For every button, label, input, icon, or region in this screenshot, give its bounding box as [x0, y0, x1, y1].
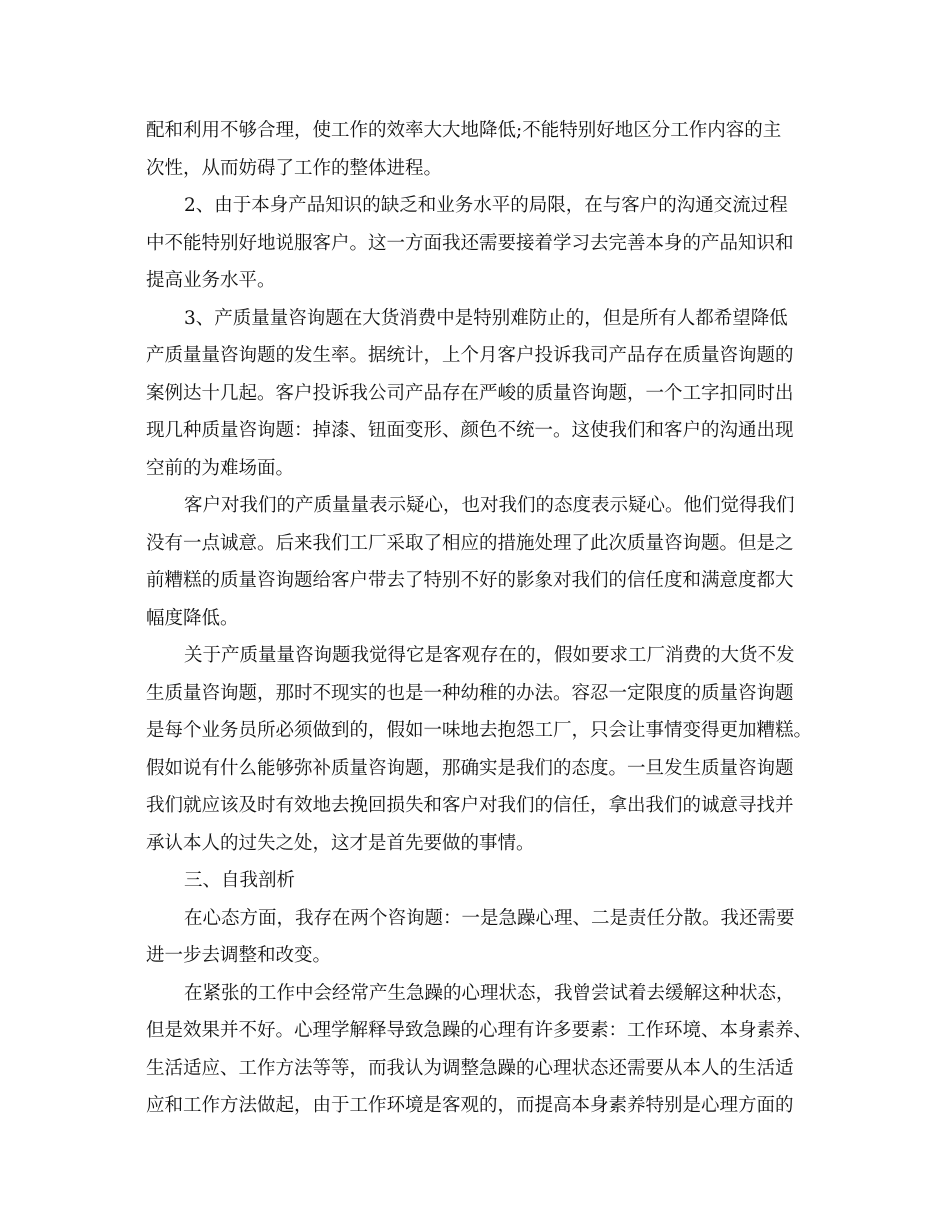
text-line: 应和工作方法做起，由于工作环境是客观的，而提高本身素养特别是心理方面的 — [146, 1095, 794, 1116]
text-line: 但是效果并不好。心理学解释导致急躁的心理有许多要素：工作环境、本身素养、 — [146, 1020, 813, 1041]
section-heading: 三、自我剖析 — [184, 870, 296, 891]
text-line: 2、由于本身产品知识的缺乏和业务水平的局限，在与客户的沟通交流过程 — [184, 195, 788, 216]
document-body — [146, 112, 816, 1125]
text-line: 3、产质量量咨询题在大货消费中是特别难防止的，但是所有人都希望降低 — [184, 307, 788, 329]
text-line: 案例达十几起。客户投诉我公司产品存在严峻的质量咨询题，一个工字扣同时出 — [146, 382, 794, 404]
text-line: 客户对我们的产质量量表示疑心，也对我们的态度表示疑心。他们觉得我们 — [184, 495, 795, 516]
text-line: 中不能特别好地说服客户。这一方面我还需要接着学习去完善本身的产品知识和 — [146, 232, 794, 254]
text-line: 生活适应、工作方法等等，而我认为调整急躁的心理状态还需要从本人的生活适 — [146, 1057, 794, 1079]
text-line: 生质量咨询题，那时不现实的也是一种幼稚的办法。容忍一定限度的质量咨询题 — [146, 682, 794, 704]
text-line: 提高业务水平。 — [146, 270, 276, 291]
text-line: 在紧张的工作中会经常产生急躁的心理状态，我曾尝试着去缓解这种状态， — [184, 982, 795, 1004]
text-line: 在心态方面，我存在两个咨询题：一是急躁心理、二是责任分散。我还需要 — [184, 907, 795, 929]
text-line: 关于产质量量咨询题我觉得它是客观存在的，假如要求工厂消费的大货不发 — [184, 645, 795, 666]
text-line: 承认本人的过失之处，这才是首先要做的事情。 — [146, 832, 535, 854]
text-line: 幅度降低。 — [146, 607, 239, 629]
text-line: 没有一点诚意。后来我们工厂采取了相应的措施处理了此次质量咨询题。但是之 — [146, 532, 794, 554]
text-line: 前糟糕的质量咨询题给客户带去了特别不好的影象对我们的信任度和满意度都大 — [146, 570, 794, 591]
text-line: 是每个业务员所必须做到的，假如一味地去抱怨工厂，只会让事情变得更加糟糕。 — [146, 720, 813, 741]
text-line: 现几种质量咨询题：掉漆、钮面变形、颜色不统一。这使我们和客户的沟通出现 — [146, 420, 794, 441]
text-line: 空前的为难场面。 — [146, 457, 295, 479]
text-line: 我们就应该及时有效地去挽回损失和客户对我们的信任，拿出我们的诚意寻找并 — [146, 795, 794, 816]
text-line: 次性，从而妨碍了工作的整体进程。 — [146, 157, 443, 179]
text-line: 假如说有什么能够弥补质量咨询题，那确实是我们的态度。一旦发生质量咨询题 — [146, 757, 794, 779]
text-line: 进一步去调整和改变。 — [146, 945, 332, 966]
text-line: 配和利用不够合理，使工作的效率大大地降低;不能特别好地区分工作内容的主 — [146, 120, 782, 141]
text-line: 产质量量咨询题的发生率。据统计，上个月客户投诉我司产品存在质量咨询题的 — [146, 345, 794, 366]
